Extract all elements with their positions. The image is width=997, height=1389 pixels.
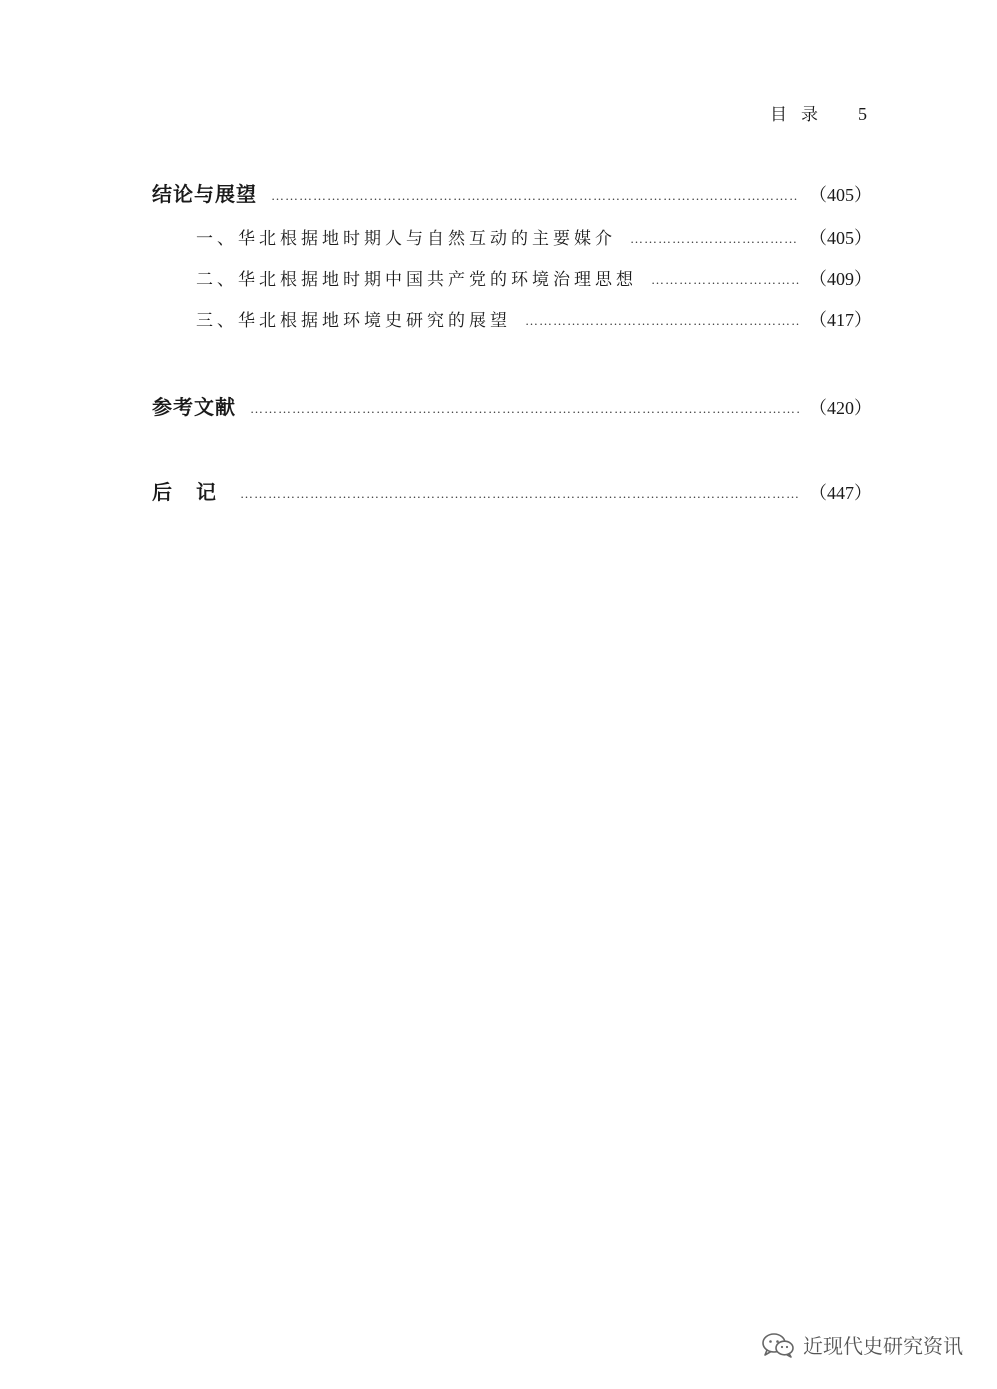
running-header [770, 100, 867, 125]
dot-leader [651, 272, 799, 288]
dot-leader [271, 188, 799, 204]
toc-entry-title: 参考文献 [152, 395, 236, 419]
toc-entry-page: （409） [809, 269, 872, 289]
toc-entry-title: 结论与展望 [152, 182, 257, 206]
toc-entry-title: 一、华北根据地时期人与自然互动的主要媒介 [196, 229, 616, 249]
toc-entry-page: （447） [809, 483, 872, 503]
toc-entry-afterword[interactable] [152, 476, 872, 505]
toc-entry-conclusion-2[interactable] [152, 265, 872, 291]
toc-entry-conclusion-1[interactable] [152, 224, 872, 250]
toc-entry-page: （417） [809, 310, 872, 330]
toc-entry-title: 三、华北根据地环境史研究的展望 [196, 311, 511, 331]
dot-leader [525, 313, 799, 329]
toc-entry-references[interactable] [152, 391, 872, 420]
toc-entry-title: 后记 [152, 480, 240, 504]
dot-leader [240, 486, 799, 502]
running-header-section: 目录 [770, 105, 832, 125]
toc-entry-page: （405） [809, 185, 872, 205]
wechat-icon [761, 1332, 795, 1358]
toc-entry-title: 二、华北根据地时期中国共产党的环境治理思想 [196, 270, 637, 290]
dot-leader [630, 231, 799, 247]
watermark [761, 1330, 963, 1359]
toc-entry-page: （405） [809, 228, 872, 248]
toc-entry-conclusion-3[interactable] [152, 306, 872, 332]
toc-entry-page: （420） [809, 398, 872, 418]
toc-entry-conclusion[interactable] [152, 178, 872, 207]
dot-leader [250, 401, 799, 417]
running-header-page-number: 5 [858, 104, 867, 124]
watermark-text: 近现代史研究资讯 [803, 1334, 963, 1358]
